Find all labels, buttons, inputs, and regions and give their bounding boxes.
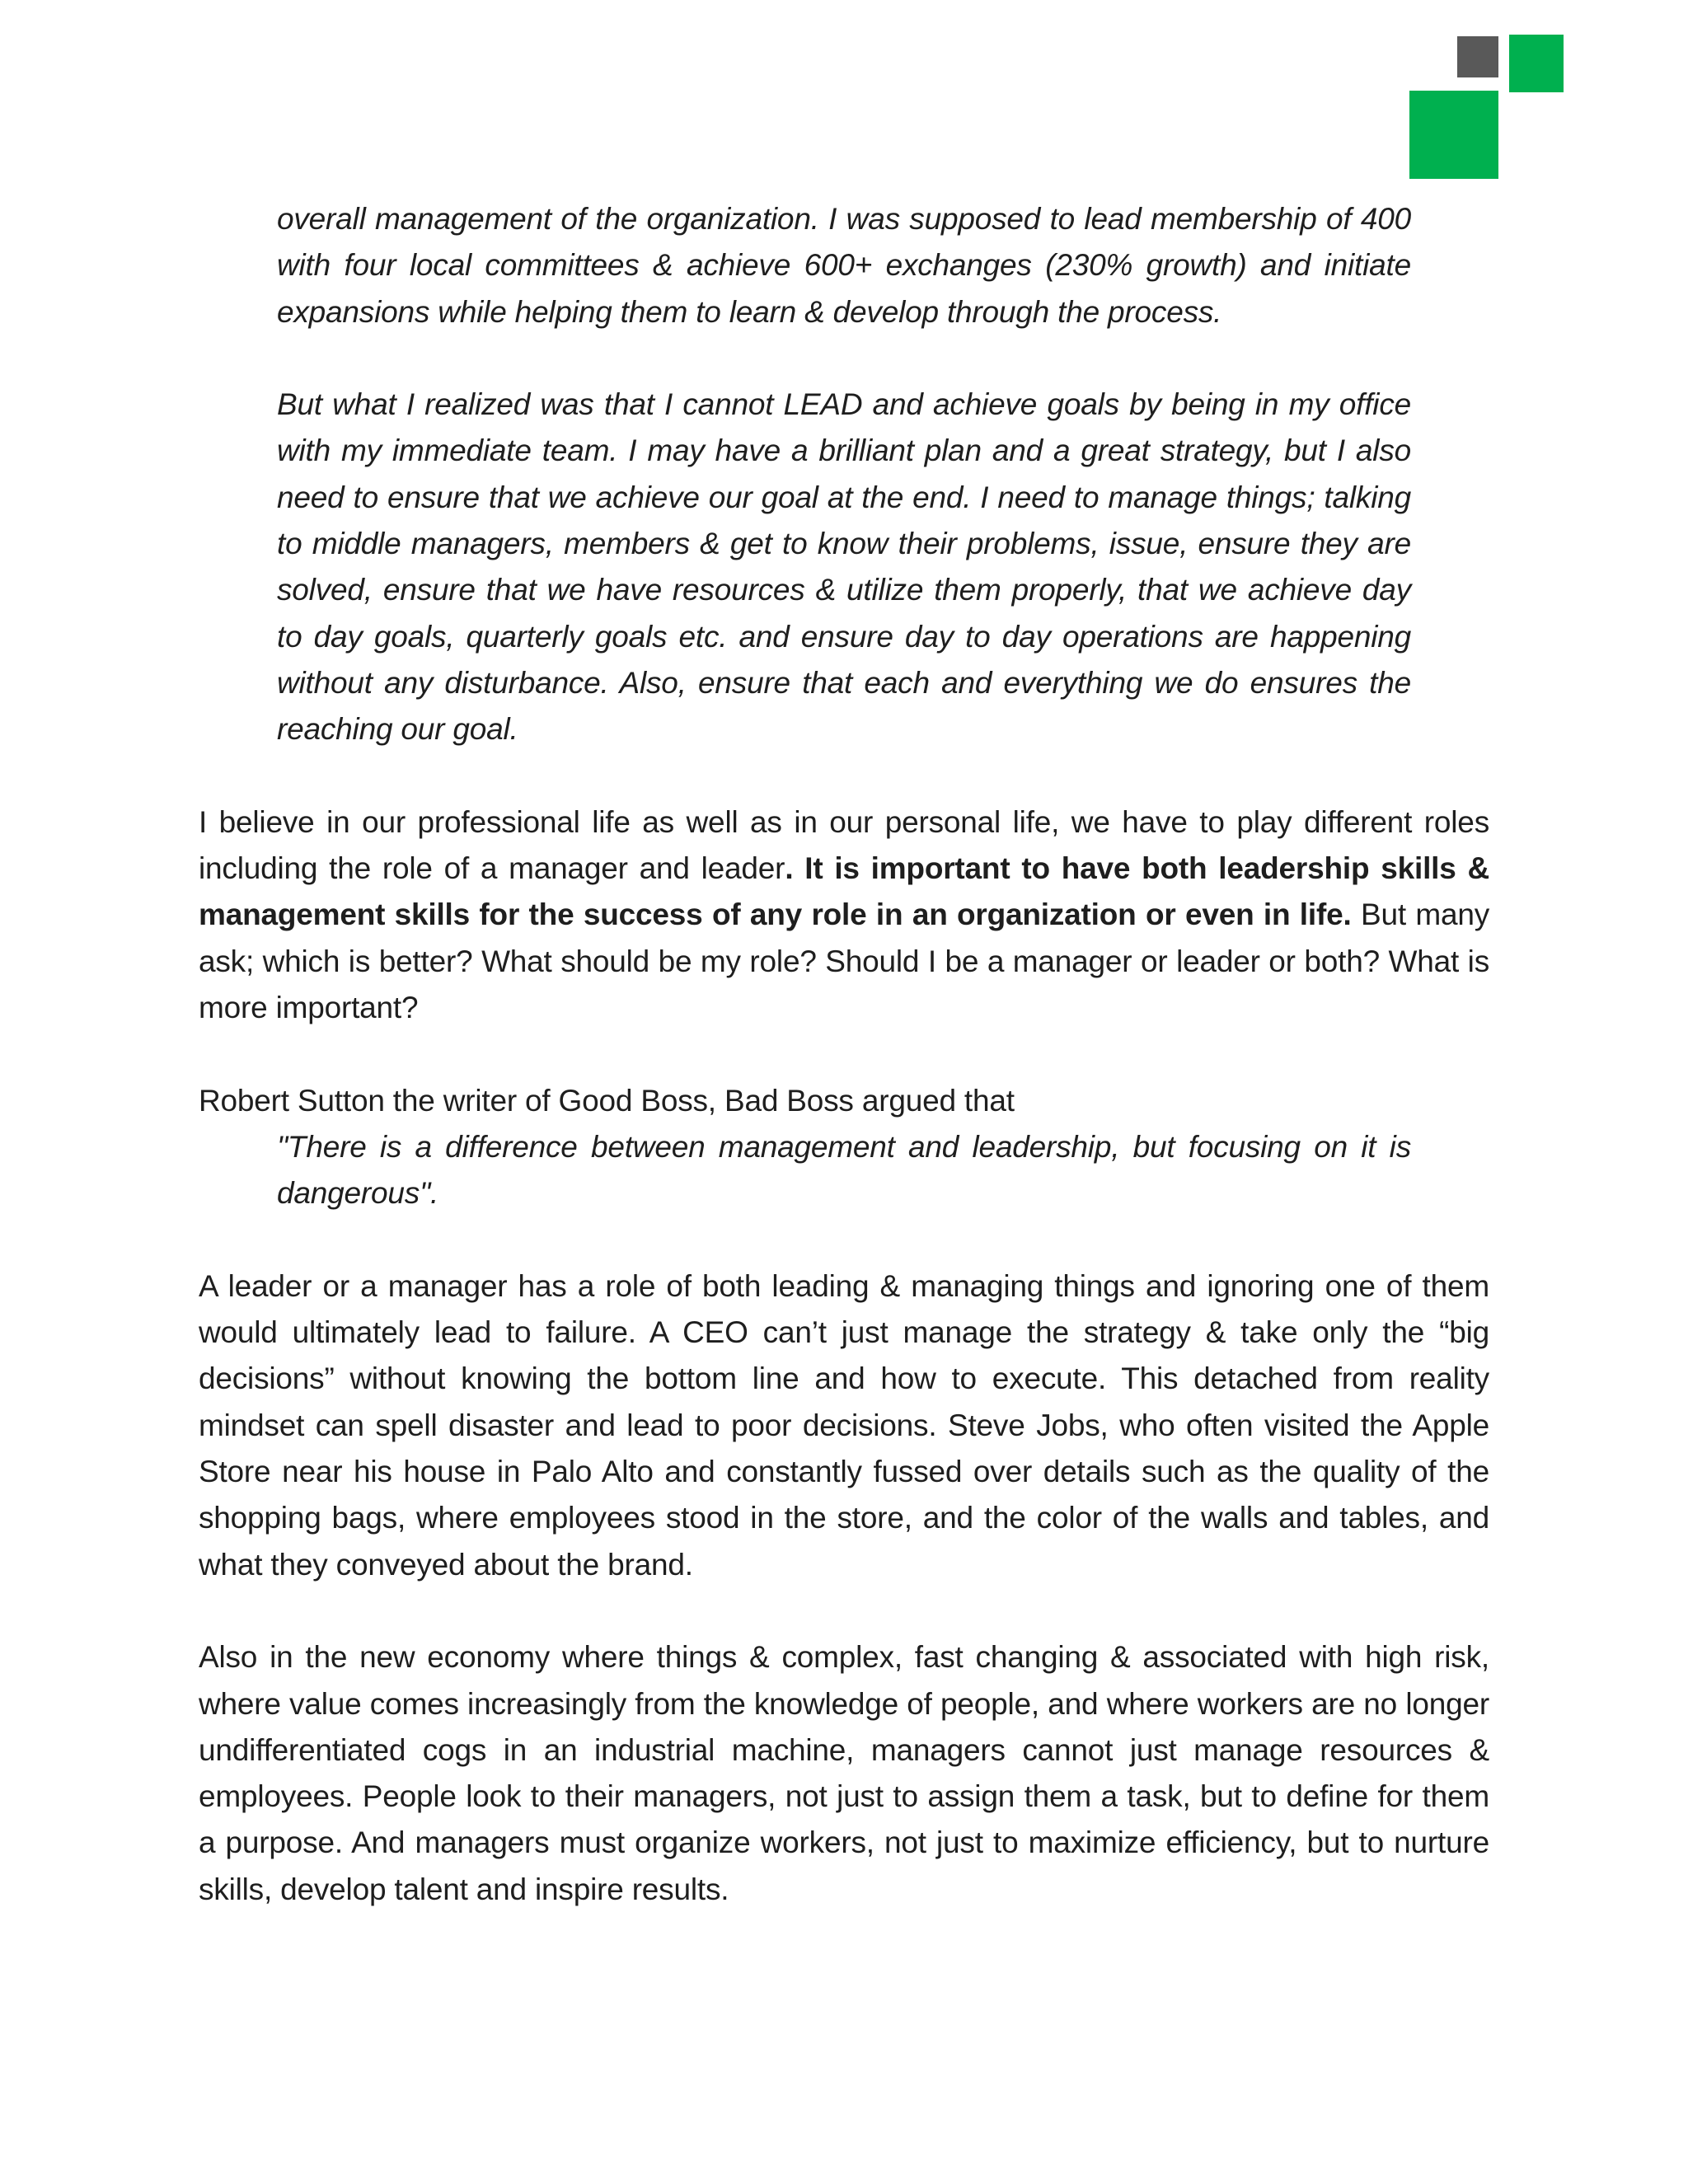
quote-sutton: "There is a difference between management and leadership, but focusing on it is dangerous". bbox=[277, 1129, 1411, 1211]
paragraph-roles bbox=[199, 799, 1489, 1031]
quote-block-2: But what I realized was that I cannot LEAD and achieve goals by being in my office with my immediate team. I may have a brilliant plan and a great strategy, but I also need to ensure that we achieve our goal at the end. I need to manage things; talking to middle managers, members & get to know their problems, issue, ensure they are solved, ensure that we have resources & utilize them properly, that we achieve day to day goals, quarterly goals etc. and ensure day to day operations are happening without any disturbance. Also, ensure that each and everything we do ensures the reaching our goal. bbox=[277, 387, 1411, 747]
document-body bbox=[199, 196, 1489, 1913]
logo-green-small-square bbox=[1509, 35, 1564, 92]
paragraph-roles-text-c: But many ask; which is better? What should be my role? Should I be a manager or leader or both? What is more important? bbox=[199, 898, 1489, 1025]
paragraph-roles-bold: . It is important to have both leadership skills & management skills for the success of any role in an organization or even in life. bbox=[199, 851, 1489, 932]
logo-gray-square bbox=[1457, 36, 1498, 77]
paragraph-new-economy: Also in the new economy where things & complex, fast changing & associated with high risk, where value comes increasingly from the knowledge of people, and where workers are no longer undifferentiated cogs in an industrial machine, managers cannot just manage resources & employees. People look to their managers, not just to assign them a task, but to define for them a purpose. And managers must organize workers, not just to maximize efficiency, but to nurture skills, develop talent and inspire results. bbox=[199, 1640, 1489, 1906]
paragraph-roles-text-a: I believe in our professional life as well as in our personal life, we have to play different roles including the role of a manager and leader bbox=[199, 804, 1489, 886]
paragraph-sutton-intro: Robert Sutton the writer of Good Boss, Bad Boss argued that bbox=[199, 1083, 1015, 1118]
paragraph-ceo: A leader or a manager has a role of both leading & managing things and ignoring one of them would ultimately lead to failure. A CEO can’t just manage the strategy & take only the “big decisions” without knowing the bottom line and how to execute. This detached from reality mindset can spell disaster and lead to poor decisions. Steve Jobs, who often visited the Apple Store near his house in Palo Alto and constantly fussed over details such as the quality of the shopping bags, where employees stood in the store, and the color of the walls and tables, and what they conveyed about the brand. bbox=[199, 1268, 1489, 1582]
company-logo bbox=[0, 0, 1688, 190]
logo-green-large-square bbox=[1409, 91, 1498, 179]
quote-block-1: overall management of the organization. I was supposed to lead membership of 400 with four local committees & achieve 600+ exchanges (230% growth) and initiate expansions while helping them to learn & develop through the process. bbox=[277, 202, 1411, 329]
